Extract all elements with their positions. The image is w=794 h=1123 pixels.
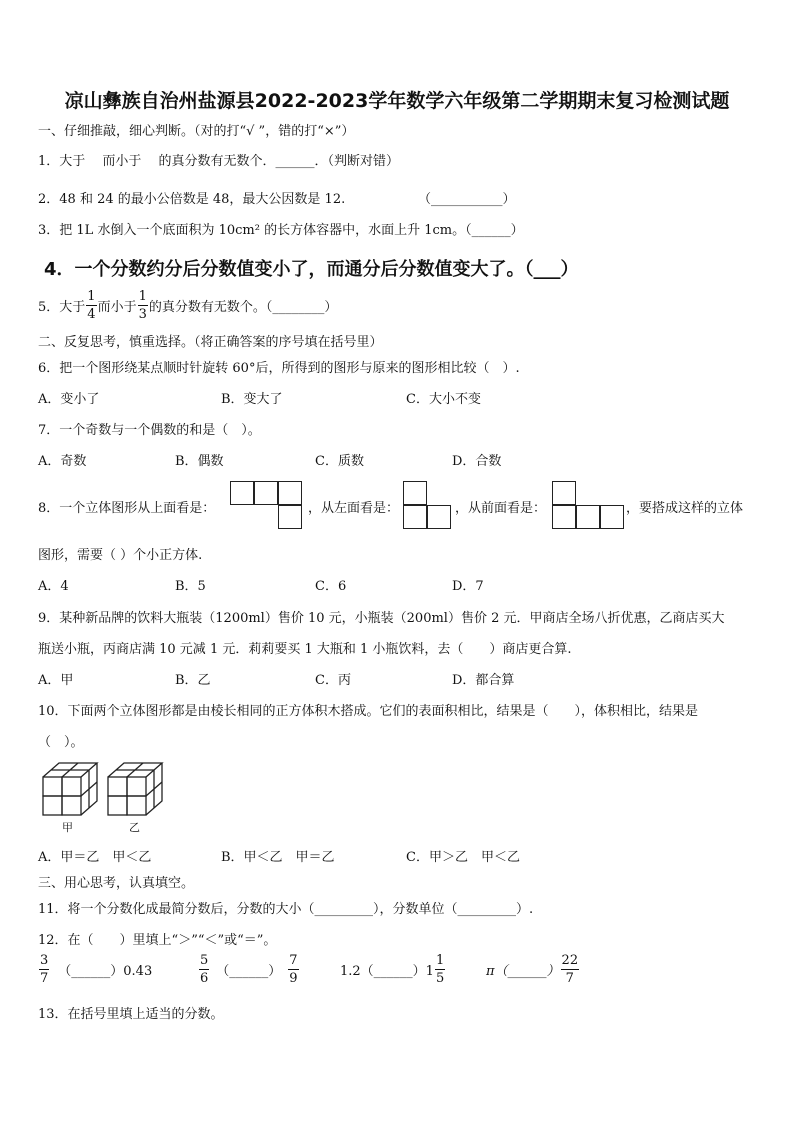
- question-10-line-1: 10．下面两个立体图形都是由棱长相同的正方体积木搭成。它们的表面积相比，结果是（ ），体积相比，结果是: [38, 704, 699, 719]
- q8-option-d: D．7: [452, 579, 484, 594]
- q9-option-a: A．甲: [38, 673, 74, 688]
- q8-option-c: C．6: [315, 579, 347, 594]
- question-9-line-1: 9．某种新品牌的饮料大瓶装（1200ml）售价 10 元，小瓶装（200ml）售价 2 元．甲商店全场八折优惠，乙商店买大: [38, 611, 725, 626]
- fraction-1-3: [138, 290, 148, 321]
- q5-f1-den: 4: [87, 307, 96, 322]
- q12-a-num: 3: [40, 953, 49, 968]
- left-view-figure: [403, 481, 451, 529]
- q12-c-num: 1: [435, 953, 445, 968]
- q12-b-fraction-1: [199, 954, 209, 985]
- q12-c-fraction: [435, 954, 445, 985]
- section-1-heading: 一、仔细推敲，细心判断。（对的打“√ ”，错的打“×”）: [38, 124, 355, 139]
- q7-option-b: B．偶数: [175, 454, 224, 469]
- q12-d-fraction: [561, 954, 580, 985]
- q8-option-b: B．5: [175, 579, 206, 594]
- figure-jia: [43, 763, 97, 815]
- q5-f2-den: 3: [138, 307, 147, 322]
- q9-option-b: B．乙: [175, 673, 211, 688]
- q12-a-den: 7: [40, 971, 49, 986]
- q12-d-den: 7: [565, 971, 574, 986]
- q8-text-b: ，从左面看是：: [308, 501, 400, 516]
- fraction-1-4: [86, 290, 96, 321]
- question-3: 3．把 1L 水倒入一个底面积为 10cm² 的长方体容器中，水面上升 1cm。（______）: [38, 223, 524, 238]
- q9-option-d: D．都合算: [452, 673, 515, 688]
- q12-c-text: 1.2（______）1: [340, 964, 434, 979]
- question-9-line-2: 瓶送小瓶，丙商店满 10 元减 1 元．莉莉要买 1 大瓶和 1 小瓶饮料，去（ ）商店更合算.: [38, 642, 572, 657]
- front-view-figure: [552, 481, 624, 529]
- question-13: 13．在括号里填上适当的分数。: [38, 1007, 224, 1022]
- q12-c-den: 5: [435, 971, 445, 986]
- cube-figures: [40, 757, 170, 835]
- question-11: 11．将一个分数化成最简分数后，分数的大小（_________），分数单位（_________）.: [38, 902, 534, 917]
- q12-b2-den: 9: [289, 971, 298, 986]
- q6-option-a: A．变小了: [38, 392, 100, 407]
- q8-text-d: ，要搭成这样的立体: [626, 501, 744, 516]
- q7-option-c: C．质数: [315, 454, 364, 469]
- q6-option-c: C．大小不变: [406, 392, 481, 407]
- q6-option-b: B．变大了: [221, 392, 283, 407]
- q8-text-e: 图形，需要（ ）个小正方体.: [38, 548, 203, 563]
- q12-a-fraction: [39, 954, 49, 985]
- q12-b-fraction-2: [288, 954, 298, 985]
- q12-a-text: （______）0.43: [58, 964, 153, 979]
- section-2-heading: 二、反复思考，慎重选择。（将正确答案的序号填在括号里）: [38, 335, 383, 350]
- q8-option-a: A．4: [38, 579, 69, 594]
- q12-item-c: [340, 954, 446, 985]
- q12-item-b: [198, 954, 300, 985]
- question-5: [38, 290, 337, 321]
- question-4: 4．一个分数约分后分数值变小了，而通分后分数值变大了。（___）: [44, 259, 579, 280]
- q12-d-text: π（______）: [486, 964, 560, 979]
- q10-option-c: C．甲＞乙 甲＜乙: [406, 850, 520, 865]
- q8-text-a: 8．一个立体图形从上面看是：: [38, 501, 216, 516]
- q12-b-den: 6: [200, 971, 209, 986]
- question-12: 12．在（ ）里填上“＞”“＜”或“＝”。: [38, 933, 277, 948]
- q12-item-d: [486, 954, 580, 985]
- q5-f2-num: 1: [138, 289, 147, 304]
- page-title: 凉山彝族自治州盐源县2022-2023学年数学六年级第二学期期末复习检测试题: [64, 90, 730, 112]
- q10-option-b: B．甲＜乙 甲＝乙: [221, 850, 335, 865]
- question-7: 7．一个奇数与一个偶数的和是（ ）。: [38, 423, 261, 438]
- question-2: 2．48 和 24 的最小公倍数是 48，最大公因数是 12.: [38, 192, 346, 207]
- q12-b-num: 5: [200, 953, 209, 968]
- q5-pre: 5．大于: [38, 300, 86, 315]
- figure-yi: [108, 763, 162, 815]
- section-3-heading: 三、用心思考，认真填空。: [38, 876, 195, 891]
- q5-f1-num: 1: [87, 289, 96, 304]
- question-6: 6．把一个图形绕某点顺时针旋转 60°后，所得到的图形与原来的图形相比较（ ）.: [38, 361, 520, 376]
- q5-post: 的真分数有无数个。（________）: [148, 300, 338, 315]
- top-view-figure: [230, 481, 302, 529]
- q5-mid: 而小于: [97, 300, 137, 315]
- q12-d-num: 22: [561, 953, 579, 968]
- question-10-line-2: （ ）。: [38, 735, 84, 750]
- q8-text-c: ，从前面看是：: [455, 501, 547, 516]
- label-jia: 甲: [62, 821, 73, 834]
- q12-item-a: [38, 954, 152, 985]
- label-yi: 乙: [129, 821, 140, 834]
- q7-option-d: D．合数: [452, 454, 502, 469]
- q7-option-a: A．奇数: [38, 454, 87, 469]
- question-1: 1．大于 而小于 的真分数有无数个．______．（判断对错）: [38, 154, 400, 169]
- q10-option-a: A．甲＝乙 甲＜乙: [38, 850, 152, 865]
- q12-b-text: （______）: [216, 964, 282, 979]
- q9-option-c: C．丙: [315, 673, 351, 688]
- question-2-blank: （___________）: [418, 192, 516, 207]
- q12-b2-num: 7: [289, 953, 298, 968]
